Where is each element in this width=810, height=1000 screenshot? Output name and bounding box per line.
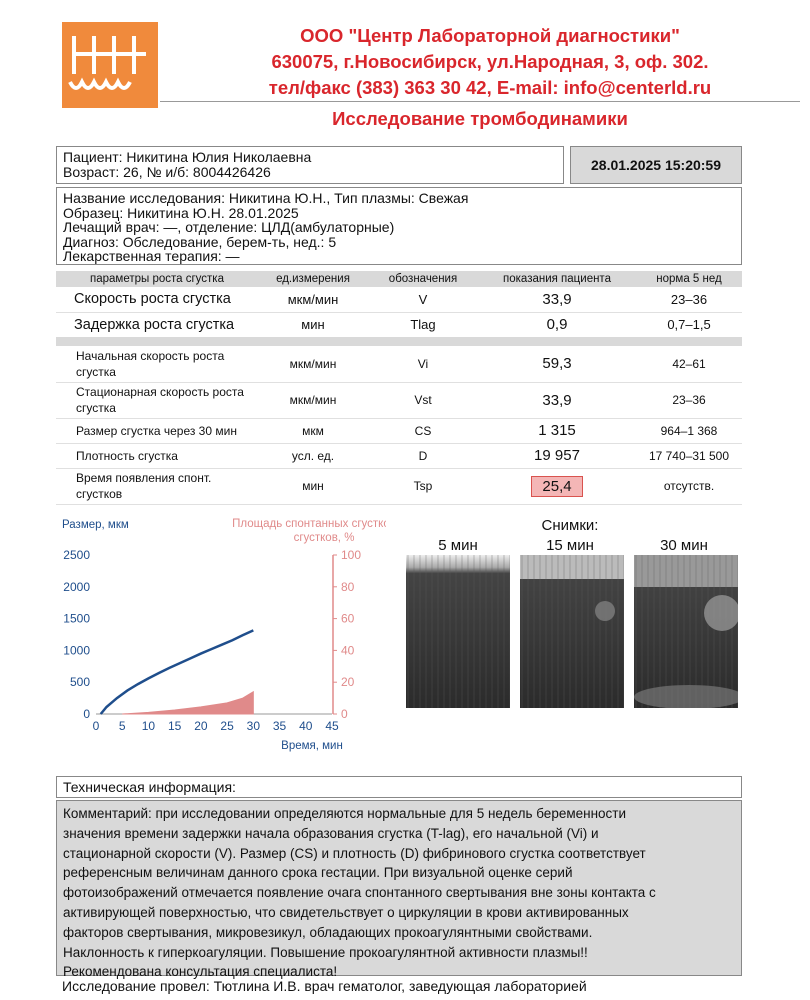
snapshot-30-min	[634, 555, 738, 708]
param-unit: мкм/мин	[258, 287, 368, 312]
x-tick-label: 40	[299, 719, 313, 733]
x-tick-label: 0	[92, 719, 100, 733]
comment-line: Комментарий: при исследовании определяются нормальные для 5 недель беременности	[63, 806, 627, 821]
y-tick-label: 0	[83, 707, 90, 721]
patient-age-id: Возраст: 26, № и/б: 8004426426	[63, 164, 271, 180]
param-value: 19 957	[478, 443, 636, 468]
conducted-by: Исследование провел: Тютлина И.В. врач гематолог, заведующая лабораторией	[62, 978, 587, 994]
param-unit: мин	[258, 468, 368, 504]
org-name: ООО "Центр Лабораторной диагностики"	[300, 25, 680, 46]
param-name: Задержка роста сгустка	[74, 316, 235, 333]
study-diagnosis: Диагноз: Обследование, берем-ть, нед.: 5	[63, 233, 337, 250]
org-address: 630075, г.Новосибирск, ул.Народная, 3, оф. 302.	[271, 51, 709, 72]
comment-line: Рекомендована консультация специалиста!	[63, 964, 338, 980]
param-norm: 42–61	[636, 346, 742, 382]
snapshot-label-15: 15 мин	[546, 537, 594, 554]
param-unit: мкм	[258, 418, 368, 443]
x-tick-label: 5	[118, 719, 126, 733]
param-symbol: CS	[368, 418, 478, 443]
table-row	[56, 287, 742, 312]
comment-line: референсным величинам данного срока гестации. При визуальной оценке серий	[63, 865, 573, 881]
param-value: 33,9	[478, 287, 636, 312]
patient-info	[56, 146, 564, 184]
snapshot-5-min	[406, 555, 510, 708]
param-name: Время появления спонт. сгустков	[56, 468, 258, 504]
y2-tick-label: 100	[341, 548, 362, 562]
y2-tick-label: 20	[341, 675, 355, 690]
header-symbol: обозначения	[368, 271, 478, 287]
param-value: 59,3	[478, 346, 636, 382]
report-title: Исследование тромбодинамики	[332, 108, 628, 129]
thrombodynamics-chart	[56, 515, 386, 755]
header-norm: норма 5 нед	[636, 271, 742, 287]
x-tick-label: 45	[325, 719, 339, 733]
org-contacts: тел/факс (383) 363 30 42, E-mail: info@centerld.ru	[268, 77, 712, 98]
snapshot-label-5: 5 мин	[438, 537, 478, 554]
y2-axis-label: сгустков, %	[293, 532, 355, 544]
param-value: 0,9	[546, 316, 568, 334]
param-symbol: Tsp	[368, 468, 478, 504]
param-name: Начальная скорость роста сгустка	[56, 346, 258, 382]
comment-line: фотоизображений отмечается появление очага спонтанного свертывания вне зоны контакта с	[63, 885, 656, 901]
param-symbol: Vst	[368, 382, 478, 418]
param-norm: 23–36	[636, 382, 742, 418]
comment-block	[56, 800, 742, 980]
comment-line: факторов свертывания, микровезикул, обладающих прокоагулянтными свойствами.	[63, 924, 593, 940]
y2-tick-label: 40	[341, 643, 355, 658]
study-name: Название исследования: Никитина Ю.Н., Тип плазмы: Свежая	[63, 190, 469, 206]
table-header	[56, 271, 742, 287]
company-logo	[62, 22, 158, 108]
param-unit: мкм/мин	[258, 346, 368, 382]
table-row	[56, 443, 742, 468]
x-tick-label: 10	[141, 719, 156, 733]
y-tick-label: 1500	[63, 611, 90, 626]
y2-tick-label: 80	[341, 579, 355, 594]
param-norm: 0,7–1,5	[667, 317, 711, 333]
y-tick-label: 500	[69, 675, 90, 690]
table-row	[56, 312, 742, 337]
param-norm: 964–1 368	[636, 418, 742, 443]
param-name: Стационарная скорость роста сгустка	[56, 382, 258, 418]
param-value-cell	[478, 468, 636, 504]
param-symbol: Tlag	[410, 317, 436, 333]
comment-line: значения времени задержки начала образования сгустка (T-lag), его начальной (Vi) и	[63, 825, 599, 841]
table-row	[56, 468, 742, 504]
header-unit: ед.измерения	[258, 271, 368, 287]
report-datetime: 28.01.2025 15:20:59	[570, 146, 742, 184]
table-row	[56, 346, 742, 382]
param-value: 33,9	[478, 382, 636, 418]
parameters-table	[56, 271, 742, 505]
table-row	[56, 382, 742, 418]
param-norm: 23–36	[636, 287, 742, 312]
param-norm: 17 740–31 500	[636, 443, 742, 468]
chart-svg	[56, 515, 386, 755]
param-unit: мкм/мин	[258, 382, 368, 418]
y2-axis-label: Площадь спонтанных сгустков	[232, 518, 386, 530]
y2-tick-label: 60	[341, 611, 355, 626]
param-unit: мин	[301, 317, 325, 333]
abnormal-value-highlight: 25,4	[531, 476, 582, 497]
snapshots-title: Снимки:	[541, 517, 599, 534]
header-divider	[160, 101, 800, 102]
tech-info-heading: Техническая информация:	[56, 776, 742, 798]
param-norm: отсутств.	[636, 468, 742, 504]
spontaneous-area-series	[122, 692, 253, 714]
comment-line: активирующей поверхностью, что свидетельствует о циркуляции в крови активированных	[63, 904, 629, 920]
table-row	[56, 418, 742, 443]
x-tick-label: 30	[246, 719, 261, 733]
y2-tick-label: 0	[341, 707, 348, 721]
y-axis-label: Размер, мкм	[62, 519, 129, 531]
param-name: Размер сгустка через 30 мин	[56, 418, 258, 443]
param-name: Плотность сгустка	[56, 443, 258, 468]
header-value: показания пациента	[478, 271, 636, 287]
study-sample: Образец: Никитина Ю.Н. 28.01.2025	[63, 204, 299, 221]
study-therapy: Лекарственная терапия: —	[63, 248, 240, 264]
param-symbol: V	[368, 287, 478, 312]
x-tick-label: 25	[220, 719, 234, 733]
x-tick-label: 35	[272, 719, 287, 733]
study-info	[56, 187, 742, 265]
y-tick-label: 1000	[63, 643, 90, 658]
table-separator	[56, 337, 742, 346]
snapshot-label-30: 30 мин	[660, 537, 708, 554]
param-symbol: Vi	[368, 346, 478, 382]
y-tick-label: 2000	[63, 579, 90, 594]
header-param: параметры роста сгустка	[56, 271, 258, 287]
y-tick-label: 2500	[63, 548, 90, 562]
param-name: Скорость роста сгустка	[56, 287, 258, 312]
study-doctor: Лечащий врач: —, отделение: ЦЛД(амбулаторные)	[63, 219, 395, 235]
param-unit: усл. ед.	[258, 443, 368, 468]
patient-name: Пациент: Никитина Юлия Николаевна	[63, 149, 312, 165]
param-value: 1 315	[478, 418, 636, 443]
x-tick-label: 15	[167, 719, 182, 733]
snapshot-15-min	[520, 555, 624, 708]
comment-line: стационарной скорости (V). Размер (CS) и плотность (D) фибринового сгустка соответствует	[63, 845, 646, 861]
param-symbol: D	[368, 443, 478, 468]
x-tick-label: 20	[194, 719, 208, 733]
comment-line: Наклонность к гиперкоагуляции. Повышение прокоагулянтной активности плазмы!!	[63, 944, 588, 960]
x-axis-label: Время, мин	[281, 740, 343, 752]
